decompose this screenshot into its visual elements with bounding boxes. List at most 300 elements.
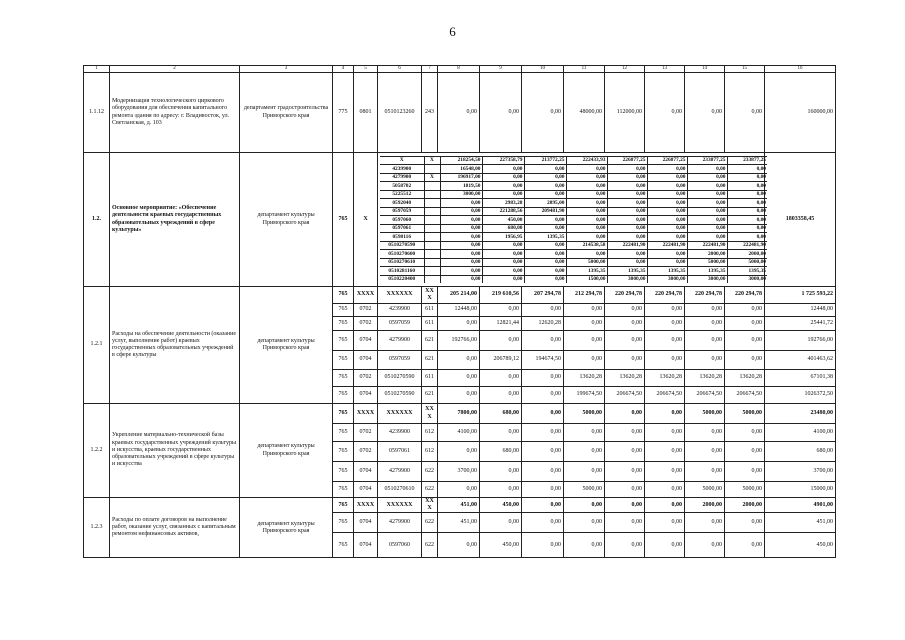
- code-cell: 0704: [354, 533, 378, 558]
- code-cell: 0704: [354, 482, 378, 498]
- code-cell: 611: [422, 304, 438, 317]
- column-number: 16: [765, 66, 836, 73]
- amount-cell: 0,00: [480, 513, 522, 533]
- activity-name: Расходы по оплате договоров на выполнение работ, оказание услуг, связанных с капитальным ремонтом нефинансовых активов,: [110, 498, 240, 558]
- amount-cell: 0,00: [566, 250, 607, 259]
- code-cell: 611: [422, 317, 438, 331]
- amount-cell: 680,00: [482, 224, 524, 233]
- amount-cell: 25441,72: [765, 317, 836, 331]
- amount-cell: 1026372,50: [765, 387, 836, 404]
- column-number: 12: [605, 66, 645, 73]
- amount-cell: 0,00: [645, 317, 685, 331]
- amount-cell: 1395,35: [524, 233, 566, 242]
- amount-cell: 0,00: [727, 199, 767, 208]
- amount-cell: 233877,25: [727, 156, 767, 165]
- amount-cell: 0,00: [524, 165, 566, 174]
- amount-cell: 1395,35: [687, 267, 727, 276]
- amount-cell: 0,00: [645, 498, 685, 513]
- amount-cell: 5000,00: [685, 482, 725, 498]
- amount-cell: 3000,00: [607, 275, 647, 283]
- code-cell: 765: [333, 387, 354, 404]
- code-cell: 765: [333, 462, 354, 482]
- amount-cell: 0,00: [566, 182, 607, 191]
- code-cell: ХХХХХХ: [378, 404, 422, 424]
- code-cell: 4239900: [378, 424, 422, 442]
- amount-cell: 2000,00: [685, 498, 725, 513]
- amount-cell: 451,00: [438, 498, 480, 513]
- amount-cell: 0,00: [438, 482, 480, 498]
- amount-cell: 0,00: [522, 73, 564, 153]
- column-number: 7: [422, 66, 438, 73]
- amount-cell: 206674,50: [725, 387, 765, 404]
- amount-cell: 680,00: [480, 404, 522, 424]
- amount-cell: 0,00: [607, 224, 647, 233]
- amount-cell: 0,00: [482, 275, 524, 283]
- amount-cell: 206674,50: [605, 387, 645, 404]
- amount-cell: 0,00: [607, 173, 647, 182]
- amount-cell: 0,00: [645, 404, 685, 424]
- amount-cell: 1395,35: [647, 267, 687, 276]
- code-cell: 621: [422, 351, 438, 370]
- activity-name: Укрепление материально-технической базы краевых государственных учреждений культуры и искусства, краевых государственных образовательных учреждений в сфере культуры и искусства: [110, 404, 240, 498]
- code-row: [380, 258, 767, 267]
- code-breakdown-table: [380, 156, 767, 284]
- amount-cell: 222481,90: [647, 241, 687, 250]
- code-cell: 0510270610: [378, 482, 422, 498]
- amount-cell: 0,00: [480, 370, 522, 387]
- code-cell: 765: [333, 331, 354, 351]
- amount-cell: 0,00: [522, 304, 564, 317]
- amount-cell: 0,00: [687, 233, 727, 242]
- amount-cell: 160000,00: [765, 73, 836, 153]
- expense-type: [424, 165, 440, 174]
- amount-cell: 0,00: [685, 331, 725, 351]
- amount-cell: 0,00: [607, 182, 647, 191]
- amount-cell: 0,00: [482, 258, 524, 267]
- amount-cell: 0,00: [605, 351, 645, 370]
- total-cell: 1803358,45: [765, 153, 836, 287]
- amount-cell: 0,00: [607, 250, 647, 259]
- code-breakdown: [378, 153, 765, 287]
- amount-cell: 0,00: [685, 351, 725, 370]
- expense-type: [424, 199, 440, 208]
- amount-cell: 0,00: [647, 190, 687, 199]
- expense-type: [424, 258, 440, 267]
- amount-cell: 0,00: [482, 173, 524, 182]
- amount-cell: 5000,00: [725, 404, 765, 424]
- amount-cell: 0,00: [645, 304, 685, 317]
- amount-cell: 0,00: [607, 190, 647, 199]
- code-cell: 0702: [354, 304, 378, 317]
- department-name: департамент культуры Приморского края: [240, 404, 333, 498]
- amount-cell: 0,00: [645, 442, 685, 462]
- code-row: [380, 241, 767, 250]
- amount-cell: 12448,00: [765, 304, 836, 317]
- amount-cell: 0,00: [522, 424, 564, 442]
- amount-cell: 23480,00: [765, 404, 836, 424]
- amount-cell: 209481,90: [524, 207, 566, 216]
- code-cell: 765: [333, 287, 354, 304]
- amount-cell: 0,00: [607, 258, 647, 267]
- amount-cell: 0,00: [482, 190, 524, 199]
- code-cell: ХХХХХХ: [378, 287, 422, 304]
- amount-cell: 0,00: [482, 165, 524, 174]
- amount-cell: 0,00: [522, 442, 564, 462]
- code-cell: 0704: [354, 462, 378, 482]
- code-cell: 0704: [354, 351, 378, 370]
- expense-type: [424, 241, 440, 250]
- amount-cell: 220 294,78: [685, 287, 725, 304]
- code-cell: 765: [333, 498, 354, 513]
- amount-cell: 0,00: [685, 533, 725, 558]
- amount-cell: 0,00: [522, 404, 564, 424]
- amount-cell: 0,00: [564, 304, 605, 317]
- budget-code: 0592040: [380, 199, 424, 208]
- amount-cell: 0,00: [566, 233, 607, 242]
- code-cell: 243: [422, 73, 438, 153]
- amount-cell: 4100,00: [438, 424, 480, 442]
- expense-type: [424, 275, 440, 283]
- code-cell: 611: [422, 370, 438, 387]
- amount-cell: 3700,00: [438, 462, 480, 482]
- amount-cell: 0,00: [647, 182, 687, 191]
- amount-cell: 222481,90: [727, 241, 767, 250]
- amount-cell: 226877,25: [607, 156, 647, 165]
- code-row: [380, 233, 767, 242]
- amount-cell: 0,00: [480, 304, 522, 317]
- code-cell: 0702: [354, 370, 378, 387]
- amount-cell: 0,00: [647, 250, 687, 259]
- amount-cell: 0,00: [725, 424, 765, 442]
- code-cell: 622: [422, 462, 438, 482]
- amount-cell: 0,00: [687, 173, 727, 182]
- code-row: [380, 250, 767, 259]
- amount-cell: 213772,25: [524, 156, 566, 165]
- amount-cell: 0,00: [687, 190, 727, 199]
- amount-cell: 0,00: [564, 351, 605, 370]
- amount-cell: 0,00: [524, 250, 566, 259]
- code-cell: 775: [333, 73, 354, 153]
- code-cell: 0510270590: [378, 387, 422, 404]
- amount-cell: 0,00: [645, 73, 685, 153]
- code-cell: 621: [422, 331, 438, 351]
- amount-cell: 221288,56: [482, 207, 524, 216]
- code-cell: 0702: [354, 317, 378, 331]
- amount-cell: 13620,28: [685, 370, 725, 387]
- expense-type: [424, 250, 440, 259]
- amount-cell: 5000,00: [687, 258, 727, 267]
- column-number: 1: [84, 66, 110, 73]
- amount-cell: 450,00: [482, 216, 524, 225]
- amount-cell: 0,00: [564, 533, 605, 558]
- amount-cell: 13620,28: [645, 370, 685, 387]
- amount-cell: 206674,50: [685, 387, 725, 404]
- code-row: [380, 165, 767, 174]
- page-number: 6: [449, 24, 456, 39]
- amount-cell: 5000,00: [727, 258, 767, 267]
- amount-cell: 1500,00: [566, 275, 607, 283]
- amount-cell: 0,00: [605, 304, 645, 317]
- amount-cell: 5000,00: [725, 482, 765, 498]
- amount-cell: 0,00: [645, 533, 685, 558]
- amount-cell: 0,00: [440, 216, 482, 225]
- code-row: [380, 156, 767, 165]
- column-number: 5: [354, 66, 378, 73]
- amount-cell: 4100,00: [765, 424, 836, 442]
- amount-cell: 1956,95: [482, 233, 524, 242]
- amount-cell: 0,00: [605, 331, 645, 351]
- amount-cell: 0,00: [482, 250, 524, 259]
- amount-cell: 0,00: [727, 224, 767, 233]
- code-cell: ХХХХ: [354, 287, 378, 304]
- column-number: 8: [438, 66, 480, 73]
- amount-cell: 0,00: [482, 241, 524, 250]
- amount-cell: 0,00: [687, 216, 727, 225]
- amount-cell: 0,00: [522, 513, 564, 533]
- column-number: 13: [645, 66, 685, 73]
- amount-cell: 3000,00: [440, 190, 482, 199]
- amount-cell: 7800,00: [438, 404, 480, 424]
- amount-cell: 5000,00: [564, 404, 605, 424]
- amount-cell: 401463,62: [765, 351, 836, 370]
- budget-code: 0510270610: [380, 258, 424, 267]
- amount-cell: 1 725 593,22: [765, 287, 836, 304]
- amount-cell: 0,00: [725, 533, 765, 558]
- amount-cell: 0,00: [566, 190, 607, 199]
- amount-cell: 0,00: [645, 424, 685, 442]
- amount-cell: 0,00: [725, 351, 765, 370]
- amount-cell: 0,00: [647, 224, 687, 233]
- amount-cell: 2000,00: [687, 250, 727, 259]
- code-cell: 765: [333, 317, 354, 331]
- amount-cell: 0,00: [564, 317, 605, 331]
- amount-cell: 0,00: [687, 207, 727, 216]
- row-number: 1.2.1: [84, 287, 110, 404]
- amount-cell: 0,00: [727, 173, 767, 182]
- expense-type: [424, 224, 440, 233]
- amount-cell: 1395,35: [727, 267, 767, 276]
- amount-cell: 0,00: [727, 233, 767, 242]
- amount-cell: 5000,00: [564, 482, 605, 498]
- amount-cell: 0,00: [725, 304, 765, 317]
- amount-cell: 0,00: [566, 207, 607, 216]
- expense-type: [424, 233, 440, 242]
- column-number: 10: [522, 66, 564, 73]
- amount-cell: 0,00: [438, 370, 480, 387]
- amount-cell: 0,00: [524, 224, 566, 233]
- code-row: [380, 199, 767, 208]
- row-number: 1.2.3: [84, 498, 110, 558]
- amount-cell: 0,00: [685, 424, 725, 442]
- amount-cell: 233877,25: [687, 156, 727, 165]
- amount-cell: 0,00: [482, 267, 524, 276]
- amount-cell: 212 294,78: [564, 287, 605, 304]
- amount-cell: 450,00: [480, 498, 522, 513]
- amount-cell: 0,00: [564, 424, 605, 442]
- amount-cell: 2000,00: [727, 250, 767, 259]
- column-number: 4: [333, 66, 354, 73]
- code-row: [380, 182, 767, 191]
- amount-cell: 48000,00: [564, 73, 605, 153]
- amount-cell: 0,00: [522, 331, 564, 351]
- amount-cell: 0,00: [647, 207, 687, 216]
- amount-cell: 0,00: [605, 404, 645, 424]
- amount-cell: 1395,35: [607, 267, 647, 276]
- amount-cell: 0,00: [438, 317, 480, 331]
- code-cell: 0704: [354, 513, 378, 533]
- amount-cell: 196917,00: [440, 173, 482, 182]
- amount-cell: 0,00: [566, 165, 607, 174]
- amount-cell: 0,00: [480, 462, 522, 482]
- amount-cell: 205 214,00: [438, 287, 480, 304]
- code-cell: ХХХХХХ: [378, 498, 422, 513]
- expense-type: [424, 216, 440, 225]
- code-cell: 4279900: [378, 331, 422, 351]
- code-cell: 0801: [354, 73, 378, 153]
- budget-table: [83, 65, 836, 558]
- amount-cell: 0,00: [480, 73, 522, 153]
- column-number: 2: [110, 66, 240, 73]
- amount-cell: 5000,00: [566, 258, 607, 267]
- code-row: [380, 275, 767, 283]
- code-cell: ХХХ: [422, 287, 438, 304]
- amount-cell: 0,00: [440, 275, 482, 283]
- amount-cell: 214538,58: [566, 241, 607, 250]
- amount-cell: 0,00: [566, 199, 607, 208]
- expense-type: [424, 207, 440, 216]
- amount-cell: 3000,00: [687, 275, 727, 283]
- amount-cell: 0,00: [607, 165, 647, 174]
- amount-cell: 1395,35: [566, 267, 607, 276]
- code-row: [380, 216, 767, 225]
- code-row: [380, 190, 767, 199]
- amount-cell: 13620,28: [605, 370, 645, 387]
- amount-cell: 0,00: [524, 190, 566, 199]
- activity-name: Основное мероприятие: «Обеспечение деятельности краевых государственных образовательных учреждений в сфере культуры»: [110, 153, 240, 287]
- amount-cell: 0,00: [645, 462, 685, 482]
- amount-cell: 12821,44: [480, 317, 522, 331]
- amount-cell: 0,00: [607, 199, 647, 208]
- expense-type: Х: [424, 156, 440, 165]
- code-row: [380, 173, 767, 182]
- amount-cell: 206789,12: [480, 351, 522, 370]
- amount-cell: 0,00: [647, 233, 687, 242]
- budget-code: 4279900: [380, 173, 424, 182]
- code-cell: 0704: [354, 387, 378, 404]
- amount-cell: 0,00: [440, 250, 482, 259]
- amount-cell: 0,00: [522, 462, 564, 482]
- amount-cell: 192766,00: [438, 331, 480, 351]
- amount-cell: 0,00: [524, 216, 566, 225]
- amount-cell: 0,00: [647, 216, 687, 225]
- amount-cell: 0,00: [727, 182, 767, 191]
- amount-cell: 0,00: [647, 199, 687, 208]
- amount-cell: 0,00: [725, 73, 765, 153]
- amount-cell: 0,00: [480, 424, 522, 442]
- amount-cell: 0,00: [645, 331, 685, 351]
- amount-cell: 0,00: [438, 73, 480, 153]
- amount-cell: 0,00: [605, 317, 645, 331]
- amount-cell: 0,00: [605, 513, 645, 533]
- amount-cell: 0,00: [605, 424, 645, 442]
- amount-cell: 0,00: [522, 533, 564, 558]
- code-cell: ХХХХ: [354, 404, 378, 424]
- amount-cell: 0,00: [564, 498, 605, 513]
- code-cell: 0597060: [378, 533, 422, 558]
- amount-cell: 0,00: [438, 351, 480, 370]
- amount-cell: 67101,38: [765, 370, 836, 387]
- department-name: департамент градостроительства Приморского края: [240, 73, 333, 153]
- amount-cell: 451,00: [765, 513, 836, 533]
- amount-cell: 206674,50: [645, 387, 685, 404]
- code-cell: 4279900: [378, 462, 422, 482]
- amount-cell: 0,00: [685, 304, 725, 317]
- amount-cell: 0,00: [522, 482, 564, 498]
- amount-cell: 0,00: [647, 173, 687, 182]
- code-row: [380, 224, 767, 233]
- code-cell: ХХХ: [422, 498, 438, 513]
- code-cell: 765: [333, 533, 354, 558]
- column-numbers-row: [84, 66, 836, 73]
- budget-code: 0510220400: [380, 275, 424, 283]
- amount-cell: 2983,28: [482, 199, 524, 208]
- amount-cell: 0,00: [524, 267, 566, 276]
- amount-cell: 0,00: [440, 258, 482, 267]
- code-cell: 765: [333, 370, 354, 387]
- amount-cell: 0,00: [524, 258, 566, 267]
- code-cell: 622: [422, 533, 438, 558]
- amount-cell: 0,00: [480, 331, 522, 351]
- code-cell: 765: [333, 404, 354, 424]
- expense-type: [424, 182, 440, 191]
- amount-cell: 199674,50: [564, 387, 605, 404]
- amount-cell: 2000,00: [725, 498, 765, 513]
- amount-cell: 12620,28: [522, 317, 564, 331]
- code-cell: ХХХХ: [354, 498, 378, 513]
- code-cell: 622: [422, 482, 438, 498]
- code-cell: 612: [422, 442, 438, 462]
- amount-cell: 0,00: [727, 207, 767, 216]
- amount-cell: 0,00: [647, 258, 687, 267]
- amount-cell: 0,00: [440, 224, 482, 233]
- amount-cell: 0,00: [727, 216, 767, 225]
- amount-cell: 0,00: [687, 165, 727, 174]
- amount-cell: 0,00: [480, 387, 522, 404]
- amount-cell: 0,00: [522, 498, 564, 513]
- amount-cell: 0,00: [524, 173, 566, 182]
- amount-cell: 0,00: [605, 442, 645, 462]
- amount-cell: 3000,00: [727, 275, 767, 283]
- department-name: департамент культуры Приморского края: [240, 287, 333, 404]
- row-number: 1.1.12: [84, 73, 110, 153]
- amount-cell: 222433,93: [566, 156, 607, 165]
- amount-cell: 0,00: [524, 275, 566, 283]
- amount-cell: 2895,00: [524, 199, 566, 208]
- amount-cell: 0,00: [607, 207, 647, 216]
- expense-type: [424, 267, 440, 276]
- amount-cell: 5000,00: [685, 404, 725, 424]
- amount-cell: 227358,79: [482, 156, 524, 165]
- amount-cell: 0,00: [725, 513, 765, 533]
- amount-cell: 0,00: [687, 224, 727, 233]
- amount-cell: 0,00: [685, 462, 725, 482]
- amount-cell: 0,00: [605, 533, 645, 558]
- column-number: 11: [564, 66, 605, 73]
- amount-cell: 0,00: [725, 462, 765, 482]
- amount-cell: 0,00: [725, 317, 765, 331]
- amount-cell: 0,00: [645, 513, 685, 533]
- amount-cell: 0,00: [524, 241, 566, 250]
